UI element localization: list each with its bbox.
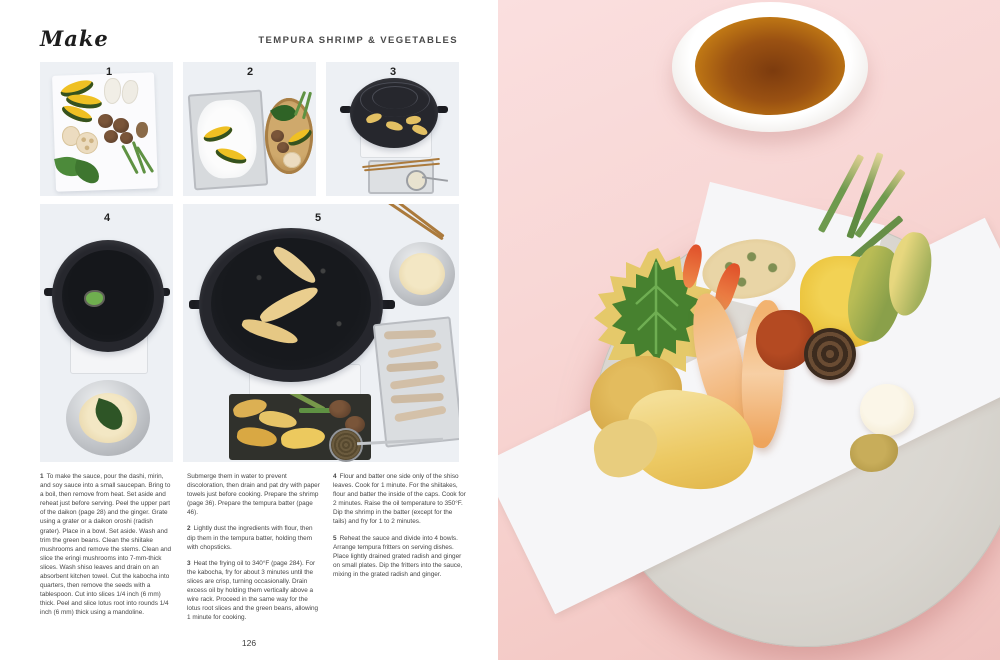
battered-piece [406,115,422,125]
batter-bowl [389,242,455,306]
section-label: Make [40,26,109,51]
grated-daikon-ball [860,384,914,436]
step-ref: 4 [333,473,337,480]
left-page [0,0,498,660]
wok [199,228,383,382]
instruction-paragraph [40,472,174,618]
shiitake-tempura [804,328,856,380]
step-ref: 2 [187,525,191,533]
fried-piece [258,409,298,430]
instruction-paragraph [187,559,321,623]
floured-shrimp [386,361,438,373]
step-ref: 3 [187,559,191,567]
step-photo-5 [183,204,459,462]
instruction-text: To make the sauce, pour the dashi, mirin, and soy sauce into a small saucepan. Bring to a boil, then remove from heat. Set aside and reheat just before serving. Peel the upper part of the daikon (page 28) and the ginger. Grate using a grater or a daikon oroshi (radish grater). Place in a bowl. Set aside. Wash and trim the green beans. Clean the shiitake mushrooms and remove the stems. Clean and slice the eringi mushrooms into 7-mm-thick slices. Wash shiso leaves and drain on an absorbent kitchen towel. Cut the kabocha into quarters, then remove the seeds with a tablespoon. Cut into slices 1/4 inch (6 mm) thick. Peel and slice lotus root into rounds 1/4 inch (6 mm) thick using a mandoline. [40,473,172,617]
floured-shrimp [384,330,436,340]
step-number-5: 5 [315,212,322,224]
right-page-photo [498,0,1000,660]
instruction-text: Lightly dust the ingredients with flour, then dip them in the tempura batter, holding them with chopsticks. [187,525,313,551]
step-photo-3 [326,62,459,196]
tempura-dipping-sauce [695,17,845,115]
instructions-column-2 [187,472,321,629]
instruction-paragraph [333,472,467,527]
shiitake-mushroom [104,130,118,143]
lotus-root-slice [283,152,301,168]
frying-oil [62,250,154,342]
step-number-3: 3 [390,66,397,78]
instruction-text: Submerge them in water to prevent discoloration, then drain and pat dry with paper towels just before cooking. Prepare the shrimp (page 36). Prepare the tempura batter (page 46). [187,473,320,517]
drain-rack [372,86,418,109]
shiitake-mushroom [271,130,284,142]
instruction-text: Heat the frying oil to 340°F (page 284). For the kabocha, fry for about 3 minutes until the slices are crisp, turning occasionally. Drain excess oil by holding them vertically above a wire rack. Proceed in the same way for the lotus root slices and the green beans, allowing 1 minute for cooking. [187,559,319,622]
step-photo-1 [40,62,173,196]
instruction-paragraph [187,472,321,517]
step-ref: 5 [333,534,337,542]
step-photo-4 [40,204,173,462]
shiitake-mushroom [98,114,113,128]
step-ref: 1 [40,473,44,480]
batter-bowl [66,380,150,456]
shiitake-mushroom [277,142,289,153]
strainer-icon [406,170,427,191]
chopsticks [366,204,444,240]
floured-shrimp-tray [373,316,459,447]
floured-shrimp [394,405,447,422]
step-number-2: 2 [247,66,254,78]
battered-piece [385,120,403,132]
instructions-column-3 [333,472,467,586]
battered-piece [411,123,429,137]
fried-piece [236,425,278,448]
battered-piece [365,112,383,125]
lotus-root-slice [76,132,98,154]
step-photo-2 [183,62,316,196]
recipe-title: TEMPURA SHRIMP & VEGETABLES [258,35,458,46]
wok [350,78,438,148]
flour-tray [188,90,269,191]
page-number: 126 [241,638,257,648]
fried-piece [280,426,326,450]
instruction-paragraph [333,534,467,579]
tempura-batter [399,253,445,295]
step-number-1: 1 [106,66,113,78]
wok [52,240,164,352]
instruction-paragraph [187,524,321,551]
instruction-text: Reheat the sauce and divide into 4 bowls. Arrange tempura fritters on serving dishes. Place lightly drained grated radish and ginger on small plates. Dip the fritters into the sauce, mixing in the grated radish and ginger. [333,534,463,578]
step-number-4: 4 [104,212,111,224]
floured-shrimp [390,374,446,390]
floured-shrimp [387,342,442,358]
dipping-sauce-bowl [672,2,868,132]
fried-shiitake [329,400,351,418]
instructions-column-1 [40,472,174,625]
floured-shrimp [391,393,444,404]
instruction-text: Flour and batter one side only of the shiso leaves. Cook for 1 minute. For the shiitakes, flour and batter the inside of the caps. Cook for 2 minutes. Raise the oil temperature to 350°F. Dip the shrimp in the batter (except for the tails) and fry for 1 to 2 minutes. [333,473,466,526]
